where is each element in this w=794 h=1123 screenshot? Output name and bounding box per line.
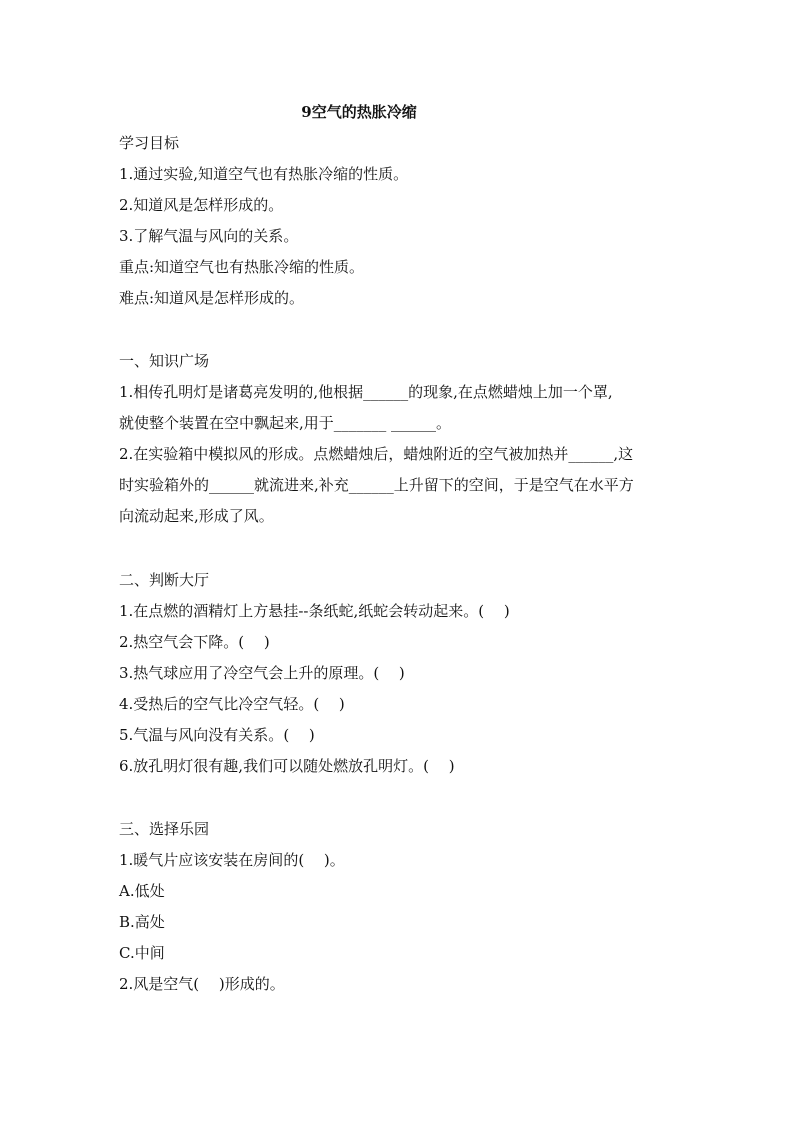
section3-heading: 三、选择乐园: [119, 820, 210, 838]
section1-heading: 一、知识广场: [119, 352, 210, 370]
section-judgment-hall: [119, 565, 679, 782]
true-false-item: 3.热气球应用了冷空气会上升的原理。( ): [119, 664, 405, 682]
key-point: 重点:知道空气也有热胀冷缩的性质。: [119, 258, 365, 276]
choice-option: A.低处: [119, 882, 165, 900]
fill-blank-line: 向流动起来,形成了风。: [119, 507, 274, 525]
objective-item: 1.通过实验,知道空气也有热胀冷缩的性质。: [119, 165, 409, 183]
objective-item: 3.了解气温与风向的关系。: [119, 227, 299, 245]
worksheet-title: 9空气的热胀冷缩: [301, 103, 417, 121]
true-false-item: 5.气温与风向没有关系。( ): [119, 726, 315, 744]
learning-objectives: [119, 128, 679, 314]
fill-blank-line: 1.相传孔明灯是诸葛亮发明的,他根据______的现象,在点燃蜡烛上加一个罩,: [119, 383, 613, 401]
choice-question: 1.暖气片应该安装在房间的( )。: [119, 851, 345, 869]
objective-item: 2.知道风是怎样形成的。: [119, 196, 284, 214]
fill-blank-line: 2.在实验箱中模拟风的形成。点燃蜡烛后，蜡烛附近的空气被加热并______,这: [119, 445, 634, 463]
fill-blank-line: 就使整个装置在空中飘起来,用于_______ ______。: [119, 414, 452, 432]
section-choice-garden: [119, 814, 679, 1000]
true-false-item: 1.在点燃的酒精灯上方悬挂--条纸蛇,纸蛇会转动起来。( ): [119, 602, 510, 620]
difficulty-point: 难点:知道风是怎样形成的。: [119, 289, 305, 307]
section-knowledge-square: [119, 346, 679, 532]
objectives-heading: 学习目标: [119, 134, 180, 152]
choice-option: C.中间: [119, 944, 165, 962]
choice-question: 2.风是空气( )形成的。: [119, 975, 285, 993]
true-false-item: 2.热空气会下降。( ): [119, 633, 270, 651]
true-false-item: 4.受热后的空气比冷空气轻。( ): [119, 695, 345, 713]
fill-blank-line: 时实验箱外的______就流进来,补充______上升留下的空间，于是空气在水平方: [119, 476, 634, 494]
section2-heading: 二、判断大厅: [119, 571, 210, 589]
true-false-item: 6.放孔明灯很有趣,我们可以随处燃放孔明灯。( ): [119, 757, 455, 775]
choice-option: B.高处: [119, 913, 165, 931]
